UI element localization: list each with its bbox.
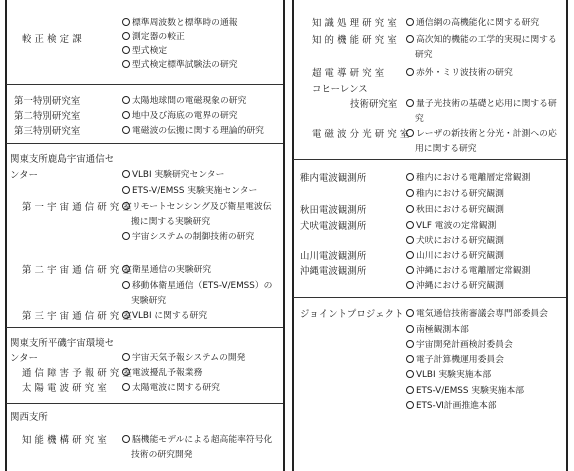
list-item-text: 太陽地球間の電磁現象の研究 (132, 96, 247, 106)
right-list-item (406, 221, 496, 232)
right-list-item (406, 401, 497, 412)
right-list-item (406, 189, 504, 200)
circle-bullet-icon (406, 386, 414, 394)
left-list-item (122, 353, 245, 364)
right-unit-name: 知 識 処 理 研 究 室 (312, 18, 397, 29)
list-item-text: 赤外・ミリ波技術の研究 (416, 68, 513, 78)
right-list-item (406, 236, 504, 247)
left-unit-name: 関東支所鹿島宇宙通信セ (10, 154, 115, 165)
circle-bullet-icon (122, 60, 130, 68)
left-unit-name: 通 信 障 害 予 報 研 究 室 (22, 368, 132, 379)
list-item-text: 量子光技術の基礎と応用に関する研 (416, 99, 557, 109)
list-item-text: 衛星通信の実験研究 (132, 265, 212, 275)
left-list-item (122, 311, 207, 322)
list-item-text: 沖縄における電離層定常観測 (416, 266, 531, 276)
left-list-item (122, 281, 272, 292)
list-item-text: 山川における研究観測 (416, 251, 504, 261)
left-unit-name: 第二特別研究室 (14, 111, 81, 122)
list-item-text: VLBI 実験研究センター (132, 170, 225, 180)
right-unit-name: 知 的 機 能 研 究 室 (312, 35, 397, 46)
list-item-text: 太陽電波に関する研究 (132, 383, 220, 393)
right-list-item (406, 266, 530, 277)
left-unit-name: 第 三 宇 宙 通 信 研 究 室 (22, 311, 132, 322)
circle-bullet-icon (122, 96, 130, 104)
circle-bullet-icon (406, 68, 414, 76)
left-divider (6, 327, 283, 328)
right-unit-name: 山川電波観測所 (300, 251, 367, 262)
list-item-text: ETS-V/EMSS 実験実施センター (132, 186, 258, 196)
circle-bullet-icon (122, 368, 130, 376)
right-divider (293, 159, 566, 160)
right-list-item-continuation: 研究 (415, 50, 433, 60)
list-item-text: 沖縄における研究観測 (416, 281, 504, 291)
circle-bullet-icon (406, 266, 414, 274)
circle-bullet-icon (122, 18, 130, 26)
circle-bullet-icon (122, 202, 130, 210)
circle-bullet-icon (406, 129, 414, 137)
circle-bullet-icon (406, 173, 414, 181)
circle-bullet-icon (406, 251, 414, 259)
left-unit-name: 較 正 検 定 課 (22, 34, 82, 45)
list-item-text: 犬吠における研究観測 (416, 236, 504, 246)
right-list-item (406, 340, 513, 351)
left-list-item (122, 186, 257, 197)
left-list-item (122, 46, 167, 57)
list-item-text: VLF 電波の定常観測 (416, 221, 497, 231)
list-item-text: 稚内における研究観測 (416, 189, 504, 199)
right-list-item (406, 68, 513, 79)
list-item-text: 電気通信技術審議会専門部委員会 (416, 309, 548, 319)
right-list-item (406, 129, 557, 140)
circle-bullet-icon (406, 355, 414, 363)
right-list-item (406, 325, 469, 336)
right-unit-name: 電 磁 波 分 光 研 究 室 (312, 129, 410, 140)
left-list-item-continuation: 搬に関する実験研究 (131, 217, 211, 227)
right-unit-name: 稚内電波観測所 (300, 173, 367, 184)
list-item-text: 宇宙開発計画検討委員会 (416, 340, 513, 350)
right-list-item (406, 205, 504, 216)
circle-bullet-icon (406, 309, 414, 317)
left-border (5, 0, 7, 471)
list-item-text: VLBI 実験実施本部 (416, 370, 492, 380)
left-list-item (122, 111, 238, 122)
right-list-item (406, 18, 539, 29)
list-item-text: レーザの新技術と分光・計測への応 (416, 129, 557, 139)
list-item-text: ETS-V/EMSS 実験実施本部 (416, 386, 525, 396)
left-list-item (122, 32, 185, 43)
circle-bullet-icon (122, 265, 130, 273)
list-item-text: 高次知的機能の工学的実現に関する (416, 35, 557, 45)
left-list-item (122, 126, 264, 137)
left-divider (6, 84, 283, 85)
left-list-item (122, 18, 238, 29)
circle-bullet-icon (406, 99, 414, 107)
list-item-text: 標準周波数と標準時の通報 (132, 18, 238, 28)
list-item-text: 宇宙天気予報システムの開発 (132, 353, 246, 363)
list-item-text: VLBI に関する研究 (132, 311, 208, 321)
right-list-item-continuation: 用に関する研究 (415, 144, 477, 154)
right-divider (293, 297, 566, 298)
right-unit-name: 技術研究室 (350, 99, 398, 110)
circle-bullet-icon (406, 35, 414, 43)
left-unit-name: ンター (10, 170, 39, 181)
left-list-item (122, 60, 238, 71)
list-item-text: 電磁波の伝搬に関する理論的研究 (132, 126, 264, 136)
right-unit-name: 超 電 導 研 究 室 (312, 68, 385, 79)
left-list-item (122, 383, 220, 394)
circle-bullet-icon (406, 236, 414, 244)
circle-bullet-icon (122, 170, 130, 178)
right-list-item (406, 355, 504, 366)
circle-bullet-icon (122, 311, 130, 319)
list-item-text: 宇宙システムの制御技術の研究 (132, 232, 255, 242)
circle-bullet-icon (122, 186, 130, 194)
list-item-text: 通信網の高機能化に関する研究 (416, 18, 540, 28)
right-unit-name: コヒーレンス (312, 84, 368, 95)
circle-bullet-icon (406, 281, 414, 289)
list-item-text: 地中及び海底の電界の研究 (132, 111, 238, 121)
right-unit-name: 犬吠電波観測所 (300, 221, 367, 232)
left-unit-name: 第一特別研究室 (14, 96, 81, 107)
left-list-item (122, 265, 211, 276)
circle-bullet-icon (406, 340, 414, 348)
left-unit-name: 関西支所 (10, 412, 48, 423)
right-list-item (406, 173, 530, 184)
left-unit-name: 第 一 宇 宙 通 信 研 究 室 (22, 202, 132, 213)
circle-bullet-icon (122, 232, 130, 240)
center-border-left (283, 0, 285, 471)
left-unit-name: 知 能 機 構 研 究 室 (22, 435, 107, 446)
list-item-text: 秋田における研究観測 (416, 205, 504, 215)
left-unit-name: 太 陽 電 波 研 究 室 (22, 383, 107, 394)
right-list-item (406, 99, 557, 110)
right-list-item (406, 281, 504, 292)
right-border (566, 0, 568, 471)
right-list-item (406, 309, 548, 320)
left-list-item (122, 435, 272, 446)
right-list-item (406, 251, 504, 262)
list-item-text: 脳機能モデルによる超高能率符号化 (132, 435, 273, 445)
circle-bullet-icon (406, 325, 414, 333)
left-unit-name: 第 二 宇 宙 通 信 研 究 室 (22, 265, 132, 276)
circle-bullet-icon (122, 353, 130, 361)
right-list-item (406, 370, 491, 381)
left-divider (6, 143, 283, 144)
list-item-text: 型式検定標準試験法の研究 (132, 60, 238, 70)
circle-bullet-icon (406, 401, 414, 409)
circle-bullet-icon (122, 281, 130, 289)
left-unit-name: 第三特別研究室 (14, 126, 81, 137)
left-unit-name: ンター (10, 353, 39, 364)
list-item-text: リモートセンシング及び衛星電波伝 (132, 202, 272, 212)
list-item-text: 電波擾乱予報業務 (132, 368, 203, 378)
circle-bullet-icon (122, 383, 130, 391)
list-item-text: 南極観測本部 (416, 325, 469, 335)
list-item-text: ETS-Ⅵ計画推進本部 (416, 401, 497, 411)
right-unit-name: ジョイントプロジェクト (300, 309, 404, 320)
circle-bullet-icon (122, 435, 130, 443)
list-item-text: 電子計算機運用委員会 (416, 355, 504, 365)
circle-bullet-icon (122, 111, 130, 119)
left-list-item (122, 202, 272, 213)
left-list-item (122, 170, 224, 181)
list-item-text: 稚内における電離層定常観測 (416, 173, 531, 183)
right-list-item-continuation: 究 (415, 114, 424, 124)
center-border-right (292, 0, 294, 471)
left-list-item-continuation: 技術の研究開発 (131, 450, 193, 460)
circle-bullet-icon (122, 32, 130, 40)
circle-bullet-icon (406, 205, 414, 213)
list-item-text: 移動体衛星通信（ETS-V/EMSS）の (132, 281, 273, 291)
left-unit-name: 関東支所平磯宇宙環境セ (10, 338, 115, 349)
left-list-item (122, 232, 254, 243)
left-list-item (122, 368, 202, 379)
circle-bullet-icon (406, 221, 414, 229)
list-item-text: 測定器の較正 (132, 32, 185, 42)
left-divider (6, 403, 283, 404)
right-unit-name: 沖縄電波観測所 (300, 266, 367, 277)
left-list-item (122, 96, 246, 107)
right-list-item (406, 386, 524, 397)
circle-bullet-icon (122, 46, 130, 54)
right-unit-name: 秋田電波観測所 (300, 205, 367, 216)
left-list-item-continuation: 実験研究 (131, 296, 167, 306)
list-item-text: 型式検定 (132, 46, 168, 56)
circle-bullet-icon (122, 126, 130, 134)
circle-bullet-icon (406, 18, 414, 26)
circle-bullet-icon (406, 189, 414, 197)
right-list-item (406, 35, 557, 46)
circle-bullet-icon (406, 370, 414, 378)
